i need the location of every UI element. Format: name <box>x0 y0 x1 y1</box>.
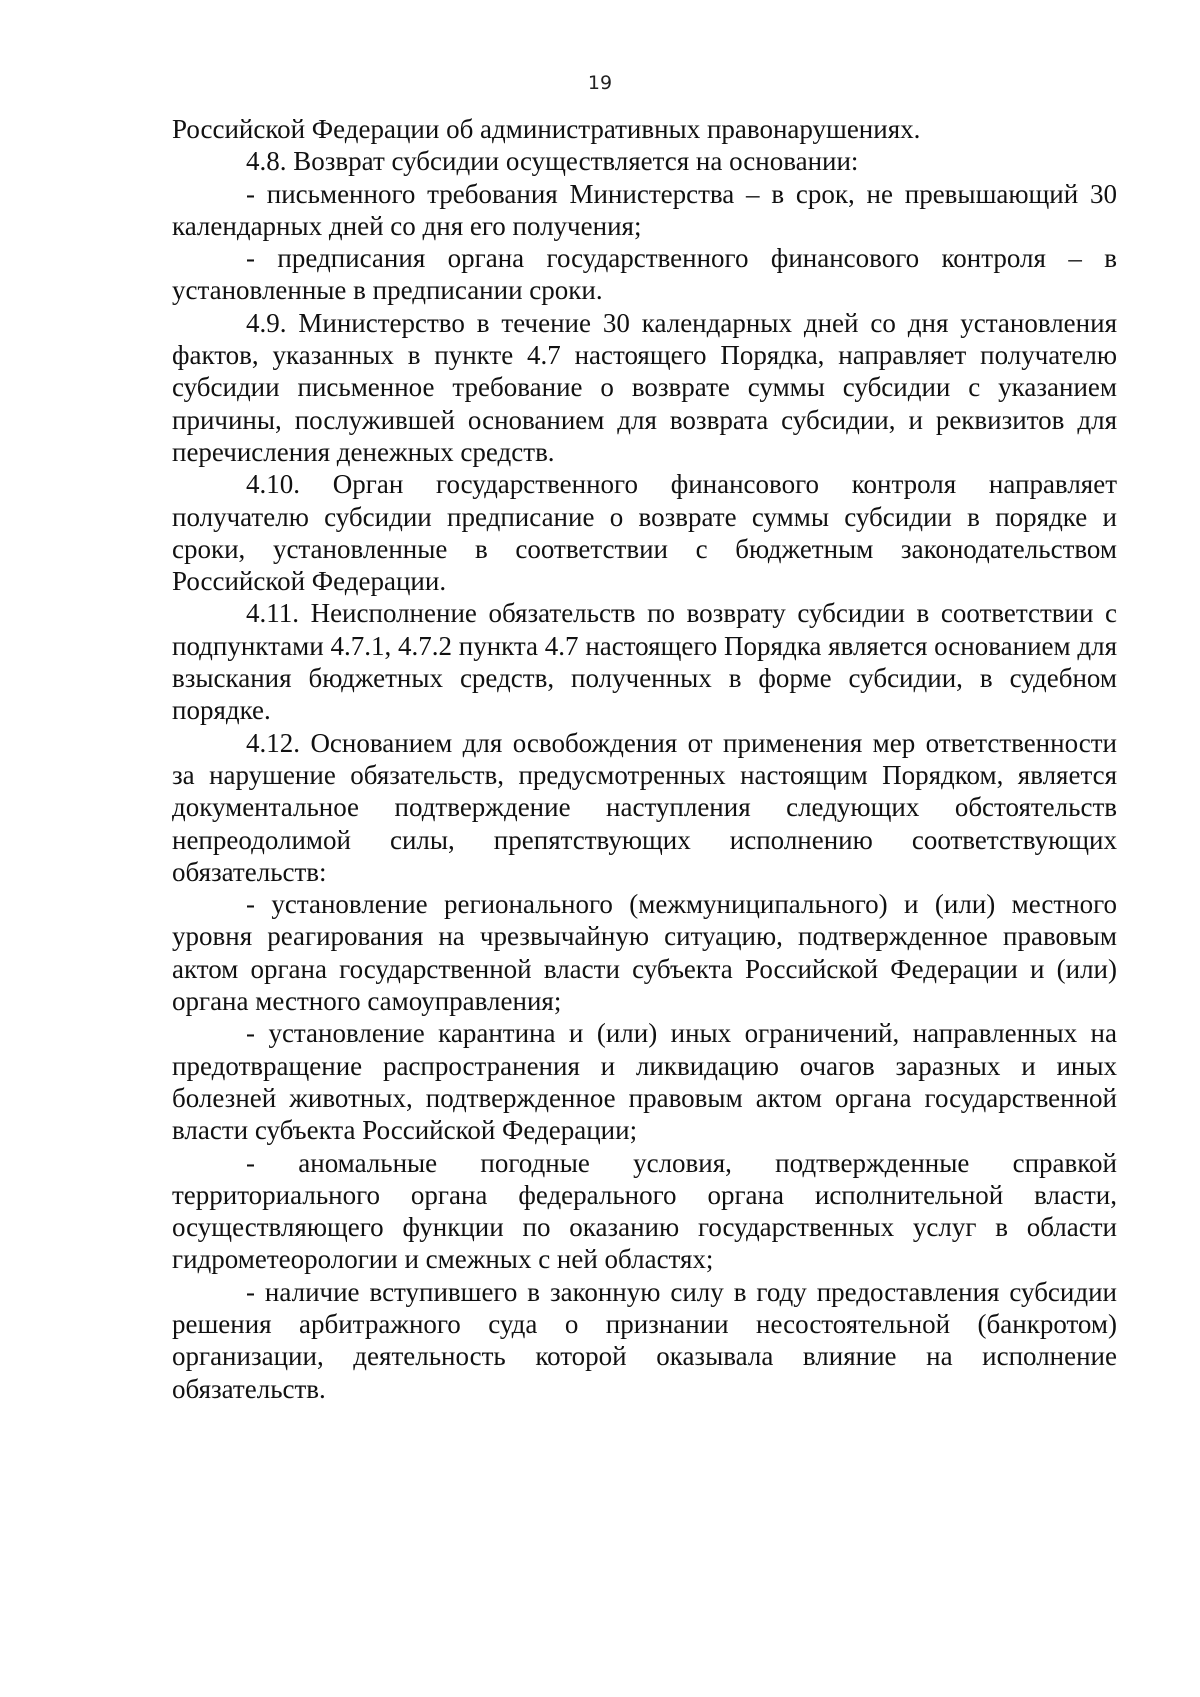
paragraph-4-12: 4.12. Основанием для освобождения от применения мер ответственности за нарушение обязательств, предусмотренных настоящим Порядком, является документальное подтверждение наступления следующих обстоятельств непреодолимой силы, препятствующих исполнению соответствующих обязательств: <box>172 727 1117 887</box>
paragraph-4-11: 4.11. Неисполнение обязательств по возврату субсидии в соответствии с подпунктами 4.7.1, 4.7.2 пункта 4.7 настоящего Порядка является основанием для взыскания бюджетных средств, полученных в форме субсидии, в судебном порядке. <box>172 598 1117 726</box>
paragraph-emergency: - установление регионального (межмуниципального) и (или) местного уровня реагирования на чрезвычайную ситуацию, подтвержденное правовым актом органа государственной власти субъекта Российской Федерации и (или) органа местного самоуправления; <box>172 889 1117 1017</box>
document-body <box>172 113 1117 1405</box>
paragraph-4-10: 4.10. Орган государственного финансового контроля направляет получателю субсидии предписание о возврате суммы субсидии в порядке и сроки, установленные в соответствии с бюджетным законодательством Российской Федерации. <box>172 469 1117 597</box>
paragraph-4-8: 4.8. Возврат субсидии осуществляется на основании: <box>246 146 859 177</box>
page-number: 19 <box>587 72 613 94</box>
paragraph-quarantine: - установление карантина и (или) иных ограничений, направленных на предотвращение распространения и ликвидацию очагов заразных и иных болезней животных, подтвержденное правовым актом органа государственной власти субъекта Российской Федерации; <box>172 1018 1117 1146</box>
paragraph-continuation: Российской Федерации об административных правонарушениях. <box>172 114 921 144</box>
paragraph-bankruptcy: - наличие вступившего в законную силу в году предоставления субсидии решения арбитражного суда о признании несостоятельной (банкротом) организации, деятельность которой оказывала влияние на исполнение обязательств. <box>172 1276 1117 1404</box>
paragraph-weather: - аномальные погодные условия, подтвержденные справкой территориального органа федерального органа исполнительной власти, осуществляющего функции по оказанию государственных услуг в области гидрометеорологии и смежных с ней областях; <box>172 1147 1117 1275</box>
paragraph-written-demand: - письменного требования Министерства – в срок, не превышающий 30 календарных дней со дня его получения; <box>172 178 1117 241</box>
paragraph-control-order: - предписания органа государственного финансового контроля – в установленные в предписании сроки. <box>172 243 1117 306</box>
paragraph-4-9: 4.9. Министерство в течение 30 календарных дней со дня установления фактов, указанных в пункте 4.7 настоящего Порядка, направляет получателю субсидии письменное требование о возврате суммы субсидии с указанием причины, послужившей основанием для возврата субсидии, и реквизитов для перечисления денежных средств. <box>172 307 1117 467</box>
